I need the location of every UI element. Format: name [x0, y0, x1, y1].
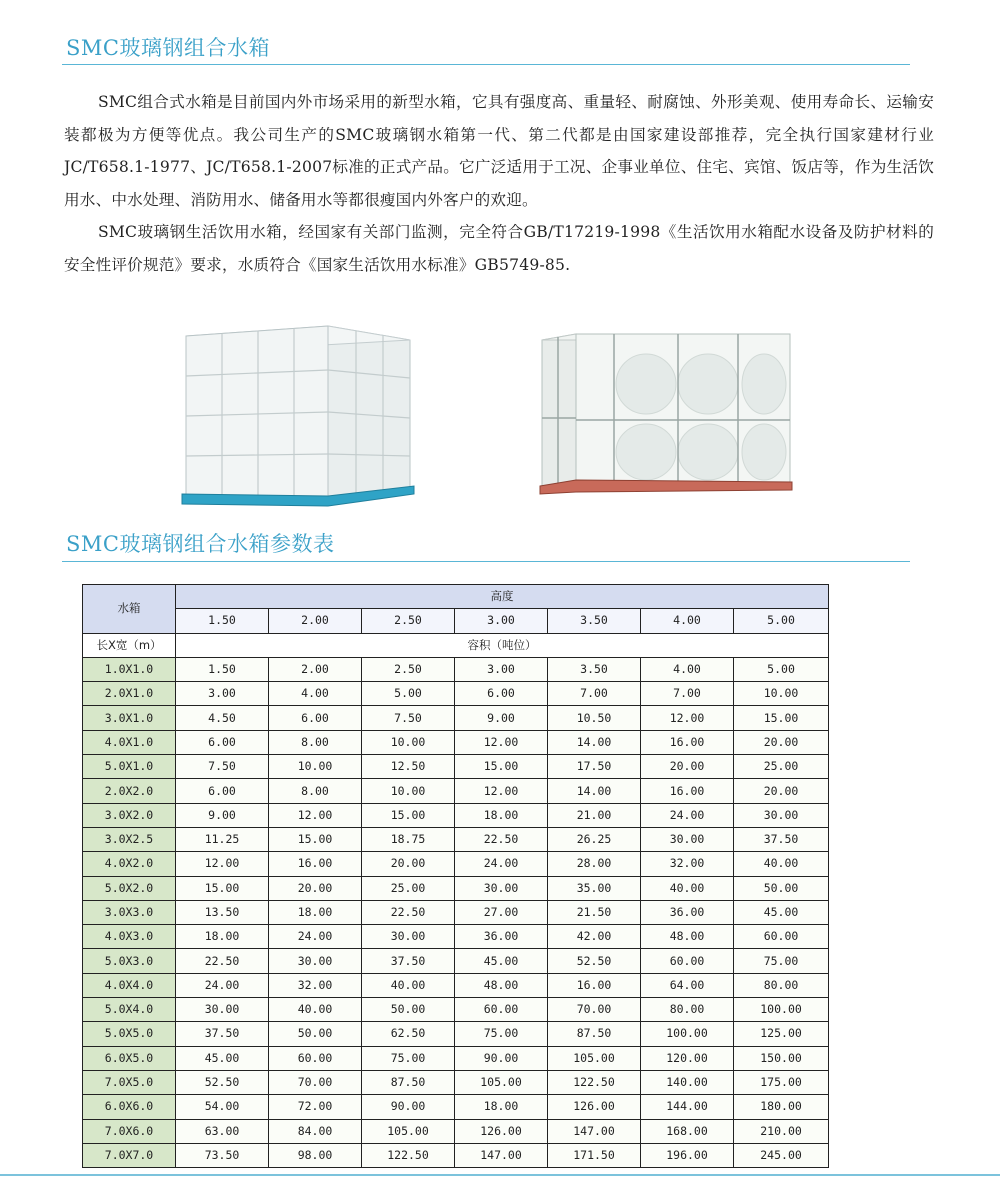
volume-cell: 100.00 [641, 1022, 734, 1046]
volume-cell: 40.00 [734, 852, 829, 876]
volume-cell: 30.00 [362, 925, 455, 949]
table-row [83, 1095, 829, 1119]
volume-cell: 196.00 [641, 1143, 734, 1167]
bottom-rule [0, 1174, 1000, 1176]
section-title-product: SMC玻璃钢组合水箱 [66, 36, 270, 60]
volume-cell: 21.00 [548, 803, 641, 827]
parameter-table [82, 584, 829, 1168]
volume-header: 容积（吨位） [176, 633, 829, 657]
row-dimension: 5.0X3.0 [83, 949, 176, 973]
volume-cell: 2.00 [269, 657, 362, 681]
volume-cell: 7.00 [641, 682, 734, 706]
volume-cell: 60.00 [269, 1046, 362, 1070]
volume-cell: 48.00 [455, 973, 548, 997]
volume-cell: 20.00 [362, 852, 455, 876]
volume-cell: 42.00 [548, 925, 641, 949]
volume-cell: 87.50 [548, 1022, 641, 1046]
volume-cell: 64.00 [641, 973, 734, 997]
volume-cell: 18.00 [455, 803, 548, 827]
volume-cell: 125.00 [734, 1022, 829, 1046]
volume-cell: 25.00 [362, 876, 455, 900]
volume-cell: 10.00 [362, 730, 455, 754]
volume-cell: 10.50 [548, 706, 641, 730]
height-value-header: 3.00 [455, 609, 548, 633]
volume-cell: 45.00 [176, 1046, 269, 1070]
volume-cell: 30.00 [734, 803, 829, 827]
row-dimension: 4.0X1.0 [83, 730, 176, 754]
volume-cell: 37.50 [176, 1022, 269, 1046]
volume-cell: 7.50 [362, 706, 455, 730]
volume-cell: 14.00 [548, 779, 641, 803]
volume-cell: 175.00 [734, 1070, 829, 1094]
volume-cell: 16.00 [641, 779, 734, 803]
volume-cell: 40.00 [269, 998, 362, 1022]
volume-cell: 10.00 [362, 779, 455, 803]
volume-cell: 180.00 [734, 1095, 829, 1119]
table-body [83, 657, 829, 1167]
intro-text [64, 86, 934, 282]
volume-cell: 30.00 [641, 827, 734, 851]
volume-cell: 87.50 [362, 1070, 455, 1094]
table-row [83, 876, 829, 900]
row-dimension: 7.0X7.0 [83, 1143, 176, 1167]
volume-cell: 75.00 [734, 949, 829, 973]
volume-cell: 11.25 [176, 827, 269, 851]
volume-cell: 16.00 [641, 730, 734, 754]
volume-cell: 105.00 [455, 1070, 548, 1094]
height-value-header: 3.50 [548, 609, 641, 633]
corner-header: 水箱 [83, 585, 176, 634]
volume-cell: 2.50 [362, 657, 455, 681]
volume-cell: 52.50 [176, 1070, 269, 1094]
volume-cell: 7.50 [176, 755, 269, 779]
volume-cell: 18.00 [455, 1095, 548, 1119]
volume-cell: 73.50 [176, 1143, 269, 1167]
table-row [83, 900, 829, 924]
volume-cell: 35.00 [548, 876, 641, 900]
volume-cell: 17.50 [548, 755, 641, 779]
volume-cell: 40.00 [362, 973, 455, 997]
volume-cell: 12.00 [455, 779, 548, 803]
volume-cell: 144.00 [641, 1095, 734, 1119]
intro-paragraph-2: SMC玻璃钢生活饮用水箱，经国家有关部门监测，完全符合GB/T17219-1998《生活饮用水箱配水设备及防护材料的安全性评价规范》要求，水质符合《国家生活饮用水标准》GB5749-85. [64, 223, 934, 274]
volume-cell: 30.00 [176, 998, 269, 1022]
volume-cell: 63.00 [176, 1119, 269, 1143]
table-row [83, 852, 829, 876]
volume-cell: 20.00 [734, 730, 829, 754]
volume-cell: 30.00 [455, 876, 548, 900]
table-row [83, 779, 829, 803]
title-underline-2 [62, 561, 910, 562]
volume-cell: 5.00 [734, 657, 829, 681]
volume-cell: 126.00 [548, 1095, 641, 1119]
table-row [83, 1070, 829, 1094]
volume-cell: 60.00 [734, 925, 829, 949]
volume-cell: 52.50 [548, 949, 641, 973]
volume-cell: 36.00 [641, 900, 734, 924]
product-image-tank-blue-base [178, 318, 418, 513]
volume-cell: 9.00 [176, 803, 269, 827]
row-dimension: 5.0X2.0 [83, 876, 176, 900]
volume-cell: 1.50 [176, 657, 269, 681]
table-row [83, 998, 829, 1022]
row-dimension: 3.0X3.0 [83, 900, 176, 924]
volume-cell: 18.00 [176, 925, 269, 949]
dimension-header: 长X宽（m） [83, 633, 176, 657]
volume-cell: 12.00 [455, 730, 548, 754]
row-dimension: 6.0X6.0 [83, 1095, 176, 1119]
volume-cell: 140.00 [641, 1070, 734, 1094]
table-row [83, 1022, 829, 1046]
volume-cell: 12.00 [641, 706, 734, 730]
volume-cell: 150.00 [734, 1046, 829, 1070]
volume-cell: 48.00 [641, 925, 734, 949]
table-row [83, 827, 829, 851]
volume-cell: 15.00 [176, 876, 269, 900]
volume-cell: 37.50 [734, 827, 829, 851]
table-row [83, 925, 829, 949]
volume-cell: 10.00 [269, 755, 362, 779]
row-dimension: 4.0X2.0 [83, 852, 176, 876]
volume-cell: 18.00 [269, 900, 362, 924]
volume-cell: 12.50 [362, 755, 455, 779]
volume-cell: 45.00 [734, 900, 829, 924]
volume-cell: 72.00 [269, 1095, 362, 1119]
volume-cell: 62.50 [362, 1022, 455, 1046]
table-row [83, 803, 829, 827]
volume-cell: 16.00 [269, 852, 362, 876]
table-row [83, 949, 829, 973]
volume-cell: 45.00 [455, 949, 548, 973]
product-image-tank-red-base [538, 326, 798, 496]
volume-cell: 3.00 [176, 682, 269, 706]
row-dimension: 5.0X1.0 [83, 755, 176, 779]
volume-cell: 98.00 [269, 1143, 362, 1167]
table-row [83, 1143, 829, 1167]
volume-cell: 15.00 [269, 827, 362, 851]
volume-cell: 15.00 [734, 706, 829, 730]
volume-cell: 20.00 [641, 755, 734, 779]
volume-cell: 12.00 [269, 803, 362, 827]
volume-cell: 60.00 [641, 949, 734, 973]
volume-cell: 14.00 [548, 730, 641, 754]
volume-cell: 15.00 [362, 803, 455, 827]
table-row [83, 755, 829, 779]
volume-cell: 100.00 [734, 998, 829, 1022]
volume-cell: 12.00 [176, 852, 269, 876]
volume-cell: 18.75 [362, 827, 455, 851]
volume-cell: 210.00 [734, 1119, 829, 1143]
title-underline [62, 64, 910, 65]
row-dimension: 7.0X6.0 [83, 1119, 176, 1143]
volume-cell: 8.00 [269, 730, 362, 754]
row-dimension: 2.0X2.0 [83, 779, 176, 803]
volume-cell: 32.00 [269, 973, 362, 997]
volume-cell: 24.00 [269, 925, 362, 949]
volume-cell: 15.00 [455, 755, 548, 779]
volume-cell: 22.50 [455, 827, 548, 851]
volume-cell: 6.00 [176, 779, 269, 803]
row-dimension: 5.0X5.0 [83, 1022, 176, 1046]
volume-cell: 28.00 [548, 852, 641, 876]
height-header: 高度 [176, 585, 829, 609]
volume-cell: 40.00 [641, 876, 734, 900]
volume-cell: 30.00 [269, 949, 362, 973]
height-value-header: 2.00 [269, 609, 362, 633]
volume-cell: 3.50 [548, 657, 641, 681]
table-row [83, 706, 829, 730]
volume-cell: 54.00 [176, 1095, 269, 1119]
volume-cell: 245.00 [734, 1143, 829, 1167]
volume-cell: 80.00 [734, 973, 829, 997]
volume-cell: 6.00 [455, 682, 548, 706]
volume-cell: 20.00 [734, 779, 829, 803]
volume-cell: 6.00 [176, 730, 269, 754]
heights-row [83, 609, 829, 633]
volume-cell: 24.00 [176, 973, 269, 997]
table-row [83, 682, 829, 706]
intro-paragraph-1: SMC组合式水箱是目前国内外市场采用的新型水箱，它具有强度高、重量轻、耐腐蚀、外形美观、使用寿命长、运输安装都极为方便等优点。我公司生产的SMC玻璃钢水箱第一代、第二代都是由国家建设部推荐，完全执行国家建材行业JC/T658.1-1977、JC/T658.1-2007标准的正式产品。它广泛适用于工况、企事业单位、住宅、宾馆、饭店等，作为生活饮用水、中水处理、消防用水、储备用水等都很瘦国内外客户的欢迎。 [64, 93, 934, 209]
volume-cell: 105.00 [548, 1046, 641, 1070]
table-row [83, 1046, 829, 1070]
volume-cell: 126.00 [455, 1119, 548, 1143]
table-row [83, 657, 829, 681]
table-row [83, 1119, 829, 1143]
volume-cell: 24.00 [641, 803, 734, 827]
volume-cell: 20.00 [269, 876, 362, 900]
volume-cell: 147.00 [455, 1143, 548, 1167]
volume-cell: 105.00 [362, 1119, 455, 1143]
volume-cell: 21.50 [548, 900, 641, 924]
volume-cell: 122.50 [362, 1143, 455, 1167]
volume-cell: 120.00 [641, 1046, 734, 1070]
height-value-header: 1.50 [176, 609, 269, 633]
row-dimension: 3.0X1.0 [83, 706, 176, 730]
volume-cell: 22.50 [362, 900, 455, 924]
volume-cell: 5.00 [362, 682, 455, 706]
volume-cell: 90.00 [455, 1046, 548, 1070]
volume-cell: 80.00 [641, 998, 734, 1022]
volume-cell: 70.00 [548, 998, 641, 1022]
volume-cell: 7.00 [548, 682, 641, 706]
table-row [83, 730, 829, 754]
volume-cell: 84.00 [269, 1119, 362, 1143]
row-dimension: 1.0X1.0 [83, 657, 176, 681]
volume-cell: 171.50 [548, 1143, 641, 1167]
section-title-parameters: SMC玻璃钢组合水箱参数表 [66, 532, 335, 556]
row-dimension: 3.0X2.5 [83, 827, 176, 851]
volume-cell: 90.00 [362, 1095, 455, 1119]
volume-cell: 27.00 [455, 900, 548, 924]
table-row [83, 973, 829, 997]
volume-cell: 24.00 [455, 852, 548, 876]
volume-cell: 26.25 [548, 827, 641, 851]
row-dimension: 5.0X4.0 [83, 998, 176, 1022]
volume-cell: 10.00 [734, 682, 829, 706]
volume-cell: 32.00 [641, 852, 734, 876]
volume-cell: 9.00 [455, 706, 548, 730]
height-value-header: 5.00 [734, 609, 829, 633]
volume-cell: 4.00 [269, 682, 362, 706]
volume-cell: 4.00 [641, 657, 734, 681]
row-dimension: 2.0X1.0 [83, 682, 176, 706]
volume-cell: 6.00 [269, 706, 362, 730]
volume-cell: 25.00 [734, 755, 829, 779]
volume-cell: 147.00 [548, 1119, 641, 1143]
height-value-header: 2.50 [362, 609, 455, 633]
row-dimension: 4.0X3.0 [83, 925, 176, 949]
volume-cell: 50.00 [362, 998, 455, 1022]
row-dimension: 3.0X2.0 [83, 803, 176, 827]
volume-cell: 60.00 [455, 998, 548, 1022]
volume-cell: 16.00 [548, 973, 641, 997]
row-dimension: 6.0X5.0 [83, 1046, 176, 1070]
volume-cell: 168.00 [641, 1119, 734, 1143]
volume-cell: 8.00 [269, 779, 362, 803]
volume-cell: 70.00 [269, 1070, 362, 1094]
tank-illustration-2 [538, 326, 798, 496]
volume-cell: 50.00 [734, 876, 829, 900]
volume-cell: 37.50 [362, 949, 455, 973]
volume-cell: 75.00 [455, 1022, 548, 1046]
tank-illustration-1 [178, 318, 418, 513]
volume-cell: 50.00 [269, 1022, 362, 1046]
volume-cell: 36.00 [455, 925, 548, 949]
volume-cell: 75.00 [362, 1046, 455, 1070]
row-dimension: 4.0X4.0 [83, 973, 176, 997]
volume-cell: 3.00 [455, 657, 548, 681]
volume-cell: 4.50 [176, 706, 269, 730]
volume-cell: 13.50 [176, 900, 269, 924]
row-dimension: 7.0X5.0 [83, 1070, 176, 1094]
volume-cell: 22.50 [176, 949, 269, 973]
height-value-header: 4.00 [641, 609, 734, 633]
volume-cell: 122.50 [548, 1070, 641, 1094]
